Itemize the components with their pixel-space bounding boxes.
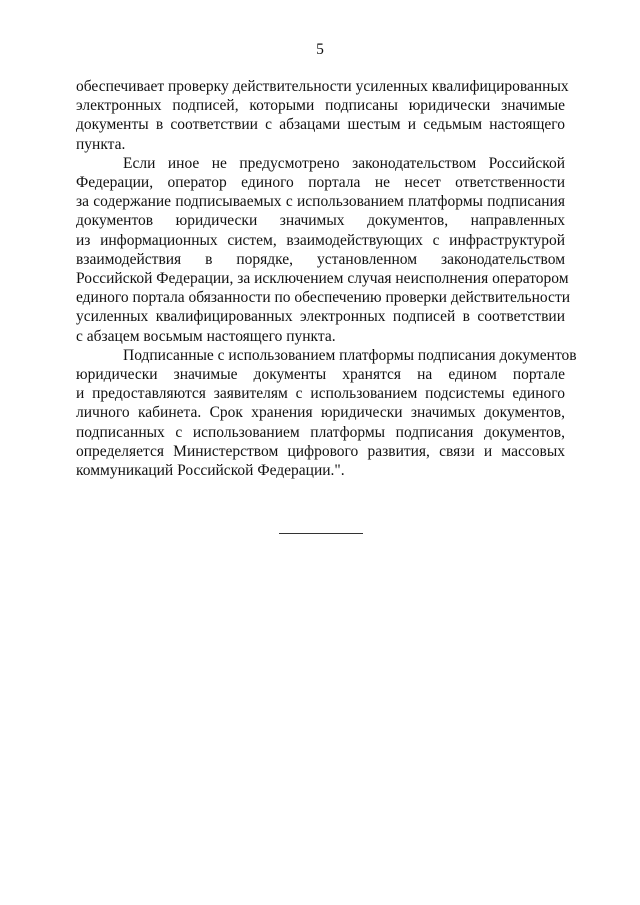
text-line: Подписанные с использованием платформы подписания документов: [123, 346, 577, 364]
text-line: личного кабинета. Срок хранения юридически значимых документов,: [76, 404, 565, 422]
paragraph: [76, 346, 577, 480]
paragraph: [76, 154, 571, 346]
text-line: за содержание подписываемых с использованием платформы подписания: [76, 193, 565, 211]
text-line: с абзацем восьмым настоящего пункта.: [76, 327, 336, 345]
text-line: подписанных с использованием платформы подписания документов,: [76, 423, 565, 441]
text-line: электронных подписей, которыми подписаны юридически значимые: [76, 97, 565, 115]
text-line: коммуникаций Российской Федерации.".: [76, 462, 345, 480]
text-line: Российской Федерации, за исключением случая неисполнения оператором: [76, 270, 569, 288]
text-line: документов юридически значимых документов, направленных: [76, 212, 565, 230]
text-line: обеспечивает проверку действительности усиленных квалифицированных: [76, 78, 569, 95]
text-line: Федерации, оператор единого портала не несет ответственности: [76, 174, 565, 192]
text-line: Если иное не предусмотрено законодательством Российской: [123, 154, 565, 172]
text-line: документы в соответствии с абзацами шестым и седьмым настоящего: [76, 116, 565, 134]
text-line: определяется Министерством цифрового развития, связи и массовых: [76, 442, 565, 460]
document-body: [76, 77, 577, 480]
text-line: и предоставляются заявителям с использованием подсистемы единого: [76, 385, 565, 403]
paragraph: [76, 77, 569, 154]
text-line: усиленных квалифицированных электронных подписей в соответствии: [76, 308, 565, 326]
text-line: взаимодействия в порядке, установленном законодательством: [76, 250, 565, 268]
text-line: пункта.: [76, 135, 126, 153]
page-number: 5: [316, 41, 324, 58]
closing-separator-line: [279, 533, 363, 534]
text-line: единого портала обязанности по обеспечению проверки действительности: [76, 289, 571, 307]
text-line: из информационных систем, взаимодействующих с инфраструктурой: [76, 231, 565, 249]
text-line: юридически значимые документы хранятся на едином портале: [76, 366, 565, 384]
